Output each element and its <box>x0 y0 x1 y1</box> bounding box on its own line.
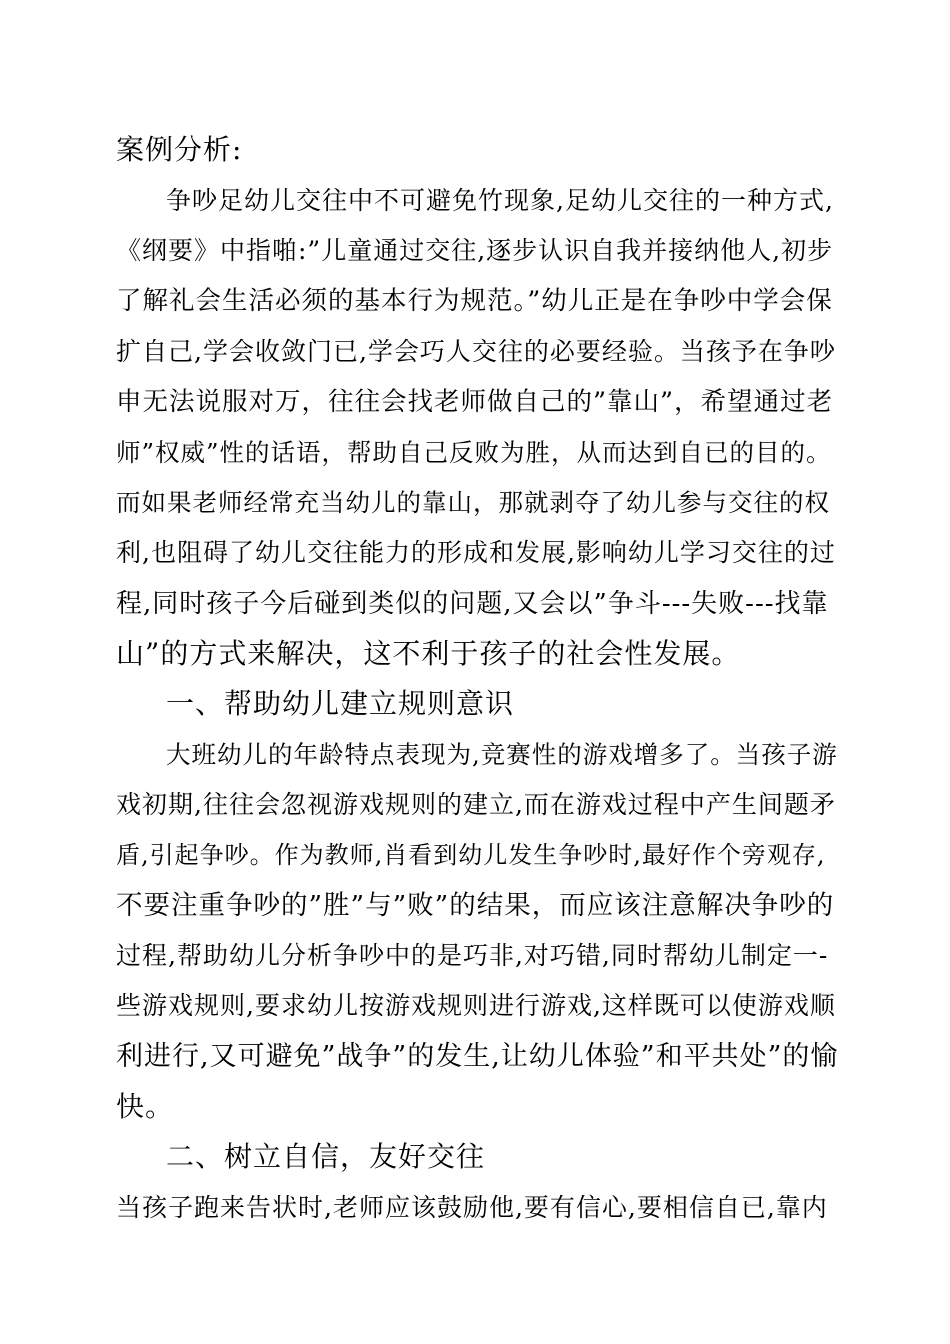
paragraph-line: 师”权威”性的话语，帮助自己反败为胜，从而达到自已的目的。 <box>116 438 832 467</box>
paragraph-line: 当孩子跑来告状时,老师应该鼓励他,要有信心,要相信自已,靠内 <box>116 1193 828 1222</box>
paragraph-line: 程,同时孩子今后碰到类似的问题,又会以”争斗---失败---找靠 <box>116 589 829 619</box>
paragraph-line: 争吵足幼儿交往中不可避免竹现象,足幼儿交往的一种方式, <box>166 186 834 215</box>
paragraph-line: 申无法说服对万，往往会找老师做自己的”靠山”，希望通过老 <box>116 387 834 417</box>
paragraph-line: 大班幼儿的年龄特点表现为,竞赛性的游戏增多了。当孩子游 <box>166 740 838 769</box>
paragraph-line: 了解礼会生活必须的基本行为规范。”幼儿正是在争吵中学会保 <box>116 286 833 316</box>
paragraph-line: 快。 <box>116 1090 175 1123</box>
paragraph-line: 利,也阻碍了幼儿交往能力的形成和发展,影响幼儿学习交往的过 <box>116 538 836 567</box>
paragraph-line: 不要注重争吵的”胜”与”败”的结果，而应该注意解决争吵的 <box>116 890 835 921</box>
paragraph-line: 盾,引起争吵。作为教师,肖看到幼儿发生争吵时,最好作个旁观存, <box>116 841 826 869</box>
paragraph-line: 扩自己,学会收敛门已,学会巧人交往的必要经验。当孩予在争吵 <box>116 337 836 366</box>
paragraph-line: 《纲要》中指啪:”儿童通过交往,逐步认识自我并接纳他人,初步 <box>116 236 834 265</box>
paragraph-line: 利进行,又可避免”战争”的发生,让幼儿体验”和平共处”的愉 <box>116 1041 839 1072</box>
section-heading-case-analysis: 案例分析: <box>116 133 243 166</box>
section-heading-confidence: 二、树立自信，友好交往 <box>166 1140 486 1173</box>
paragraph-line: 山”的方式来解决，这不利于孩子的社会性发展。 <box>116 637 741 670</box>
paragraph-line: 过程,帮助幼儿分析争吵中的是巧非,对巧错,同时帮幼儿制定一- <box>116 941 829 970</box>
paragraph-line: 些游戏规则,要求幼儿按游戏规则进行游戏,这样既可以使游戏顺 <box>116 991 836 1020</box>
section-heading-rules: 一、帮助幼儿建立规则意识 <box>166 687 515 720</box>
paragraph-line: 戏初期,往往会忽视游戏规则的建立,而在游戏过程中产生间题矛 <box>116 790 836 819</box>
paragraph-line: 而如果老师经常充当幼儿的靠山，那就剥夺了幼儿参与交往的权 <box>116 488 830 517</box>
